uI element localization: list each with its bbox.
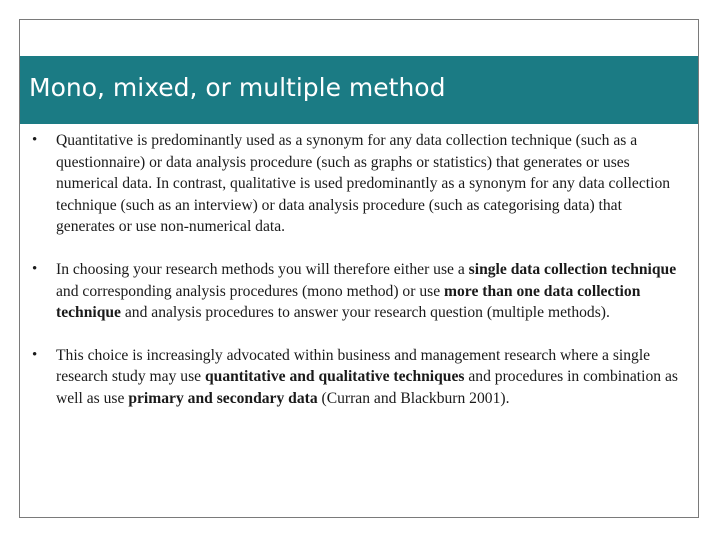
bullet-segment: In choosing your research methods you will therefore either use a [56, 260, 469, 278]
title-bar [20, 56, 698, 124]
slide-title: Mono, mixed, or multiple method [29, 73, 446, 102]
bullet-text [56, 132, 670, 235]
bullet-segment: and analysis procedures to answer your research question (multiple methods). [120, 304, 610, 322]
bullet-item-mono-multiple [32, 259, 684, 324]
bullet-dot-icon: • [32, 260, 38, 277]
bullet-text [56, 347, 678, 407]
bullet-segment-bold: primary and secondary data [128, 389, 318, 407]
bullet-text [56, 261, 676, 321]
bullet-dot-icon: • [32, 346, 38, 363]
bullet-item-mixed-methods [32, 345, 684, 410]
bullet-segment: (Curran and Blackburn 2001). [317, 389, 510, 407]
bullet-segment: Quantitative is predominantly used as a synonym for any data collection technique (such as a questionnaire) or data analysis procedure (such as graphs or statistics) that generates or uses numerical data. In contrast, qualitative is used predominantly as a synonym for any data collection technique (such as an interview) or data analysis procedure (such as categorising data) that generates or use non-numerical data. [56, 132, 671, 236]
bullet-segment-bold: more than one data collection technique [56, 282, 641, 322]
bullet-segment-bold: quantitative and qualitative techniques [204, 368, 465, 386]
bullet-list [32, 130, 684, 431]
bullet-item-quantitative-qualitative [32, 130, 684, 238]
bullet-segment-bold: single data collection technique [468, 260, 677, 278]
bullet-segment: This choice is increasingly advocated within business and management research where a single research study may use [56, 346, 651, 386]
bullet-segment: and procedures in combination as well as use [56, 368, 678, 407]
slide-frame [19, 19, 699, 518]
bullet-segment: and corresponding analysis procedures (mono method) or use [56, 282, 445, 300]
bullet-dot-icon: • [32, 132, 38, 148]
